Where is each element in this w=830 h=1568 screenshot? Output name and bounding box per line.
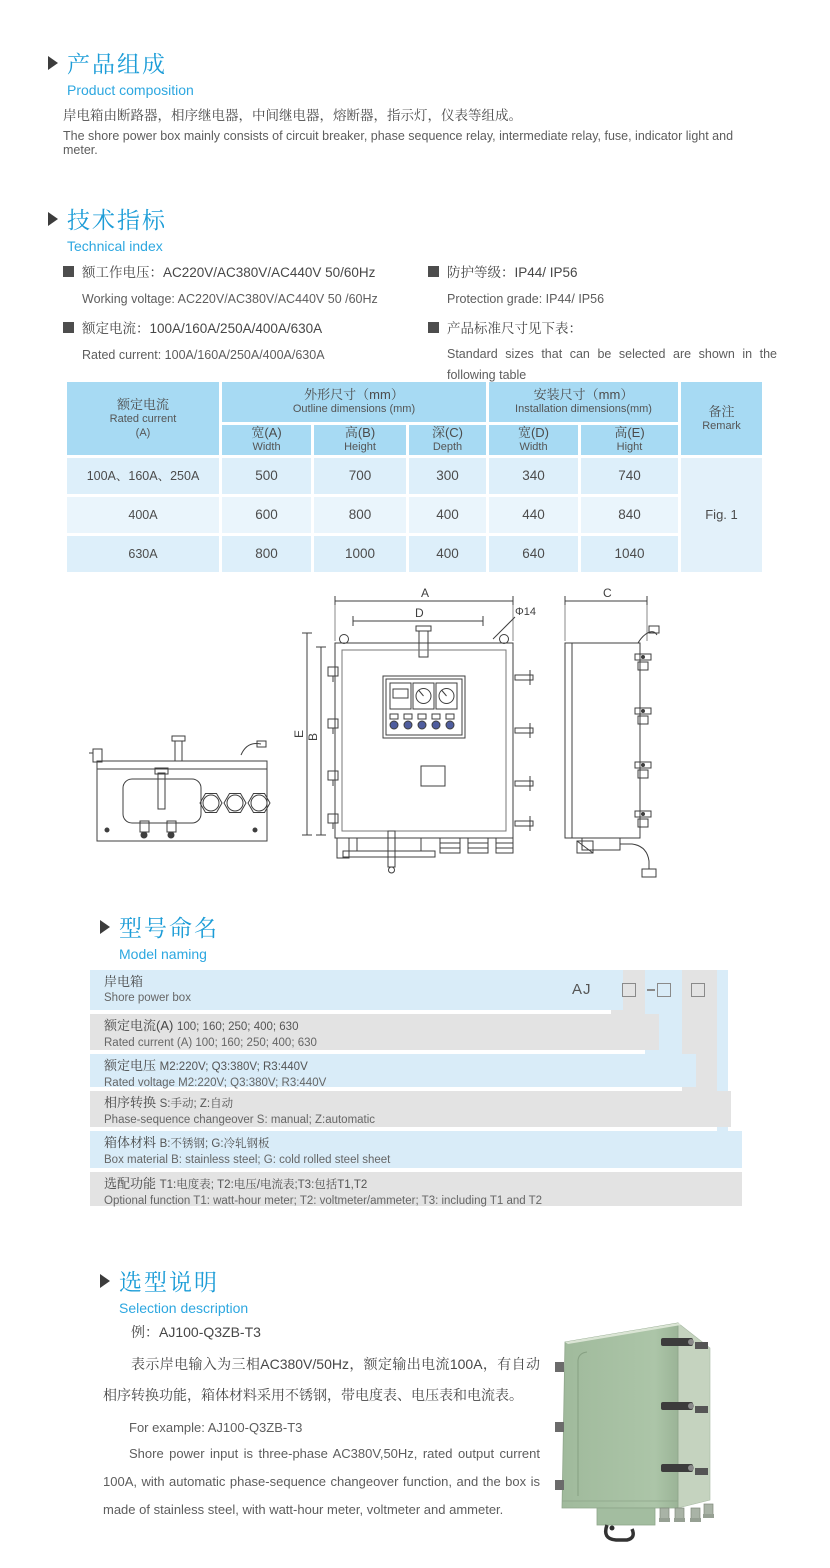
naming-values: S:手动; Z:自动 bbox=[159, 1098, 234, 1110]
spec-column-right bbox=[428, 257, 777, 386]
composition-body-en: The shore power box mainly consists of circuit breaker, phase sequence relay, intermediate relay, fuse, indicator light and meter. bbox=[63, 129, 734, 157]
model-prefix: AJ bbox=[572, 981, 592, 998]
naming-row bbox=[90, 1172, 742, 1206]
naming-en: Rated current (A) 100; 160; 250; 400; 630 bbox=[104, 1037, 317, 1049]
section-title-en: Selection description bbox=[119, 1300, 249, 1316]
table-cell: 640 bbox=[489, 536, 578, 572]
subheader-height-e bbox=[581, 425, 678, 455]
selection-body-zh: 表示岸电输入为三相AC380V/50Hz，额定输出电流100A，有自动相序转换功能，箱体材料采用不锈钢，带电度表、电压表和电流表。 bbox=[103, 1356, 540, 1403]
subheader-en: Height bbox=[344, 441, 376, 453]
section-model-naming-header bbox=[100, 910, 219, 962]
table-cell: 1000 bbox=[314, 536, 406, 572]
spec-zh: 额工作电压：AC220V/AC380V/AC440V 50/60Hz bbox=[82, 265, 376, 280]
section-title-zh: 技术指标 bbox=[67, 207, 167, 233]
naming-en: Shore power box bbox=[104, 992, 191, 1004]
spec-column-left bbox=[63, 257, 413, 369]
naming-en: Box material B: stainless steel; G: cold rolled steel sheet bbox=[104, 1154, 391, 1166]
naming-row bbox=[90, 970, 623, 1010]
subheader-depth-c bbox=[409, 425, 486, 455]
table-cell: 400 bbox=[409, 536, 486, 572]
subheader-zh: 深(C) bbox=[431, 425, 464, 440]
dim-e-label: E bbox=[292, 729, 306, 738]
bullet-square-icon bbox=[63, 266, 74, 277]
product-photo bbox=[545, 1296, 830, 1568]
table-cell: 340 bbox=[489, 458, 578, 494]
model-placeholder-box bbox=[657, 983, 671, 997]
header-zh: 外形尺寸（mm） bbox=[304, 387, 404, 402]
section-title-en: Model naming bbox=[119, 946, 207, 962]
naming-zh: 箱体材料 bbox=[104, 1135, 157, 1150]
table-cell-remark: Fig. 1 bbox=[681, 458, 762, 572]
section-title-zh: 选型说明 bbox=[119, 1269, 219, 1295]
subheader-zh: 宽(A) bbox=[251, 425, 282, 440]
selection-body-en: Shore power input is three-phase AC380V,50Hz, rated output current 100A, with automatic phase-sequence changeover function, and the box is made of stainless steel, with watt-hour meter, voltmeter and ammeter. bbox=[103, 1446, 540, 1517]
naming-values: M2:220V; Q3:380V; R3:440V bbox=[159, 1061, 308, 1073]
header-en: Outline dimensions (mm) bbox=[292, 403, 416, 415]
section-technical-index-header bbox=[48, 202, 167, 254]
section-title-en: Technical index bbox=[67, 238, 163, 254]
selection-example-zh: 例：AJ100-Q3ZB-T3 bbox=[131, 1324, 261, 1340]
naming-values: B:不锈钢; G:冷轧钢板 bbox=[159, 1138, 270, 1150]
table-row-current: 400A bbox=[67, 497, 219, 533]
subheader-width-a bbox=[222, 425, 311, 455]
dim-d-label: D bbox=[415, 606, 424, 620]
model-placeholder-box bbox=[622, 983, 636, 997]
header-unit: (A) bbox=[135, 426, 151, 439]
section-title-en: Product composition bbox=[67, 82, 194, 98]
spec-zh: 防护等级：IP44/ IP56 bbox=[447, 265, 578, 280]
naming-values: 100; 160; 250; 400; 630 bbox=[176, 1021, 299, 1033]
section-arrow-icon bbox=[48, 212, 58, 226]
table-cell: 440 bbox=[489, 497, 578, 533]
dim-c-label: C bbox=[603, 586, 612, 600]
spec-item bbox=[63, 257, 413, 285]
table-cell: 740 bbox=[581, 458, 678, 494]
bullet-square-icon bbox=[63, 322, 74, 333]
spec-zh: 额定电流：100A/160A/250A/400A/630A bbox=[82, 321, 323, 336]
spec-zh: 产品标准尺寸见下表： bbox=[447, 321, 582, 336]
model-naming-table bbox=[90, 970, 728, 1206]
spec-item bbox=[428, 313, 773, 341]
section-arrow-icon bbox=[100, 920, 110, 934]
spec-item bbox=[63, 313, 413, 341]
subheader-zh: 宽(D) bbox=[517, 425, 550, 440]
header-zh: 额定电流 bbox=[116, 396, 169, 412]
section-arrow-icon bbox=[100, 1274, 110, 1288]
header-en: Installation dimensions(mm) bbox=[515, 403, 652, 415]
dim-b-label: B bbox=[306, 732, 320, 741]
header-installation-dimensions bbox=[489, 382, 678, 422]
naming-row bbox=[90, 1014, 659, 1050]
section-selection-header bbox=[100, 1264, 248, 1316]
naming-zh: 选配功能 bbox=[104, 1176, 157, 1191]
subheader-width-d bbox=[489, 425, 578, 455]
table-cell: 840 bbox=[581, 497, 678, 533]
table-cell: 800 bbox=[222, 536, 311, 572]
table-row-current: 630A bbox=[67, 536, 219, 572]
spec-en: Working voltage: AC220V/AC380V/AC440V 50 /60Hz bbox=[82, 292, 378, 306]
naming-en: Phase-sequence changeover S: manual; Z:automatic bbox=[104, 1114, 376, 1126]
table-cell: 700 bbox=[314, 458, 406, 494]
subheader-height-b bbox=[314, 425, 406, 455]
table-row-current: 100A、160A、250A bbox=[67, 458, 219, 494]
table-cell: 300 bbox=[409, 458, 486, 494]
model-placeholder-box bbox=[691, 983, 705, 997]
table-cell: 500 bbox=[222, 458, 311, 494]
subheader-en: Width bbox=[252, 441, 281, 453]
selection-text bbox=[103, 1322, 540, 1524]
table-cell: 600 bbox=[222, 497, 311, 533]
naming-row bbox=[90, 1054, 696, 1087]
spec-en: Protection grade: IP44/ IP56 bbox=[447, 292, 605, 306]
bullet-square-icon bbox=[428, 266, 439, 277]
spec-en: Standard sizes that can be selected are shown in the following table bbox=[447, 347, 777, 382]
naming-row bbox=[90, 1091, 731, 1127]
section-product-composition-header bbox=[48, 46, 194, 98]
subheader-zh: 高(E) bbox=[614, 425, 645, 440]
table-cell: 400 bbox=[409, 497, 486, 533]
naming-zh: 额定电压 bbox=[104, 1058, 157, 1073]
section-title-zh: 型号命名 bbox=[119, 915, 219, 941]
table-cell: 800 bbox=[314, 497, 406, 533]
table-cell: 1040 bbox=[581, 536, 678, 572]
naming-en: Rated voltage M2:220V; Q3:380V; R3:440V bbox=[104, 1077, 327, 1089]
spec-en: Rated current: 100A/160A/250A/400A/630A bbox=[82, 348, 325, 362]
naming-row bbox=[90, 1131, 742, 1168]
subheader-en: Width bbox=[519, 441, 548, 453]
subheader-en: Hight bbox=[616, 441, 643, 453]
header-en: Rated current bbox=[109, 412, 177, 425]
header-remark bbox=[681, 382, 762, 455]
subheader-en: Depth bbox=[432, 441, 463, 453]
dimension-drawings bbox=[85, 583, 695, 883]
section-title-zh: 产品组成 bbox=[67, 51, 167, 77]
naming-zh: 相序转换 bbox=[104, 1095, 157, 1110]
header-outline-dimensions bbox=[222, 382, 486, 422]
header-zh: 安装尺寸（mm） bbox=[533, 387, 634, 402]
model-dash bbox=[647, 989, 655, 991]
subheader-zh: 高(B) bbox=[344, 425, 376, 440]
selection-example-en: For example: AJ100-Q3ZB-T3 bbox=[129, 1420, 303, 1435]
naming-zh: 岸电箱 bbox=[104, 974, 144, 989]
header-rated-current bbox=[67, 382, 219, 455]
size-table bbox=[67, 382, 762, 572]
naming-en: Optional function T1: watt-hour meter; T2: voltmeter/ammeter; T3: including T1 and T2 bbox=[104, 1195, 543, 1207]
spec-item bbox=[428, 257, 773, 285]
naming-zh: 额定电流(A) bbox=[104, 1018, 174, 1033]
header-en: Remark bbox=[702, 419, 741, 432]
bullet-square-icon bbox=[428, 322, 439, 333]
section-arrow-icon bbox=[48, 56, 58, 70]
hole-diameter-label: Φ14 bbox=[515, 606, 537, 618]
dim-a-label: A bbox=[421, 586, 430, 600]
header-zh: 备注 bbox=[708, 403, 735, 419]
naming-values: T1:电度表; T2:电压/电流表;T3:包括T1,T2 bbox=[159, 1179, 368, 1191]
composition-body-zh: 岸电箱由断路器，相序继电器，中间继电器，熔断器，指示灯，仪表等组成。 bbox=[63, 108, 522, 123]
